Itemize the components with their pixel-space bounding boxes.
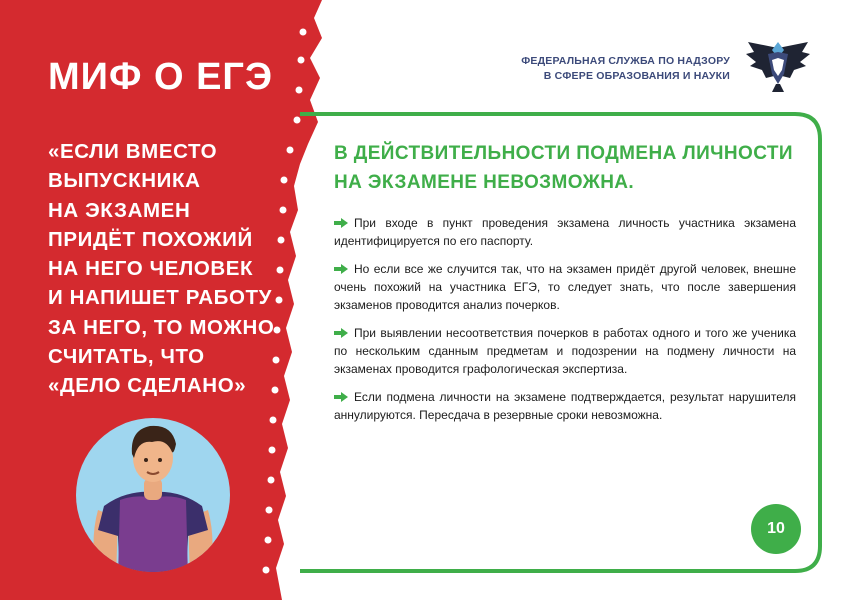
- myth-quote-line: «ДЕЛО СДЕЛАНО»: [48, 374, 247, 398]
- reality-title-line: В ДЕЙСТВИТЕЛЬНОСТИ ПОДМЕНА ЛИЧНОСТИ: [334, 143, 793, 164]
- arrow-right-icon: [334, 392, 348, 402]
- myth-quote: [48, 137, 298, 401]
- fact-text: Если подмена личности на экзамене подтверждается, результат нарушителя аннулируются. Пересдача в резервные сроки невозможна.: [334, 390, 796, 422]
- myth-quote-line: «ЕСЛИ ВМЕСТО: [48, 140, 218, 163]
- agency-name-line1: ФЕДЕРАЛЬНАЯ СЛУЖБА ПО НАДЗОРУ: [521, 55, 730, 67]
- reality-title: [334, 139, 804, 197]
- agency-name: [521, 54, 730, 84]
- myth-quote-line: НА ЭКЗАМЕН: [48, 198, 191, 222]
- list-item: [334, 214, 796, 250]
- myth-quote-line: ЗА НЕГО, ТО МОЖНО: [48, 315, 275, 339]
- student-avatar-illustration: [76, 418, 230, 572]
- fact-text: Но если все же случится так, что на экзамен придёт другой человек, внешне очень похожий на участника ЕГЭ, то следует знать, что после завершения экзаменов проводится анализ почерков.: [334, 262, 796, 312]
- arrow-right-icon: [334, 218, 348, 228]
- page-number-badge: 10: [751, 504, 801, 554]
- list-item: [334, 260, 796, 314]
- fact-text: При входе в пункт проведения экзамена личность участника экзамена идентифицируется по его паспорту.: [334, 216, 796, 248]
- list-item: [334, 388, 796, 424]
- fact-text: При выявлении несоответствия почерков в работах одного и того же ученика по нескольким сданным предметам и подозрении на подмену личности на экзаменах проводится графологическая экспертиза.: [334, 326, 796, 376]
- myth-quote-line: НА НЕГО ЧЕЛОВЕК: [48, 257, 254, 281]
- myth-quote-line: ВЫПУСКНИКА: [48, 169, 201, 193]
- myth-quote-line: ПРИДЁТ ПОХОЖИЙ: [48, 227, 253, 251]
- facts-list: [334, 214, 796, 434]
- arrow-right-icon: [334, 328, 348, 338]
- arrow-right-icon: [334, 264, 348, 274]
- myth-quote-line: СЧИТАТЬ, ЧТО: [48, 345, 205, 369]
- myth-title: МИФ О ЕГЭ: [48, 56, 273, 98]
- myth-quote-line: И НАПИШЕТ РАБОТУ: [48, 286, 272, 310]
- reality-title-line: НА ЭКЗАМЕНЕ НЕВОЗМОЖНА.: [334, 172, 635, 193]
- eagle-emblem-icon: [744, 38, 812, 94]
- agency-name-line2: В СФЕРЕ ОБРАЗОВАНИЯ И НАУКИ: [543, 70, 730, 82]
- list-item: [334, 324, 796, 378]
